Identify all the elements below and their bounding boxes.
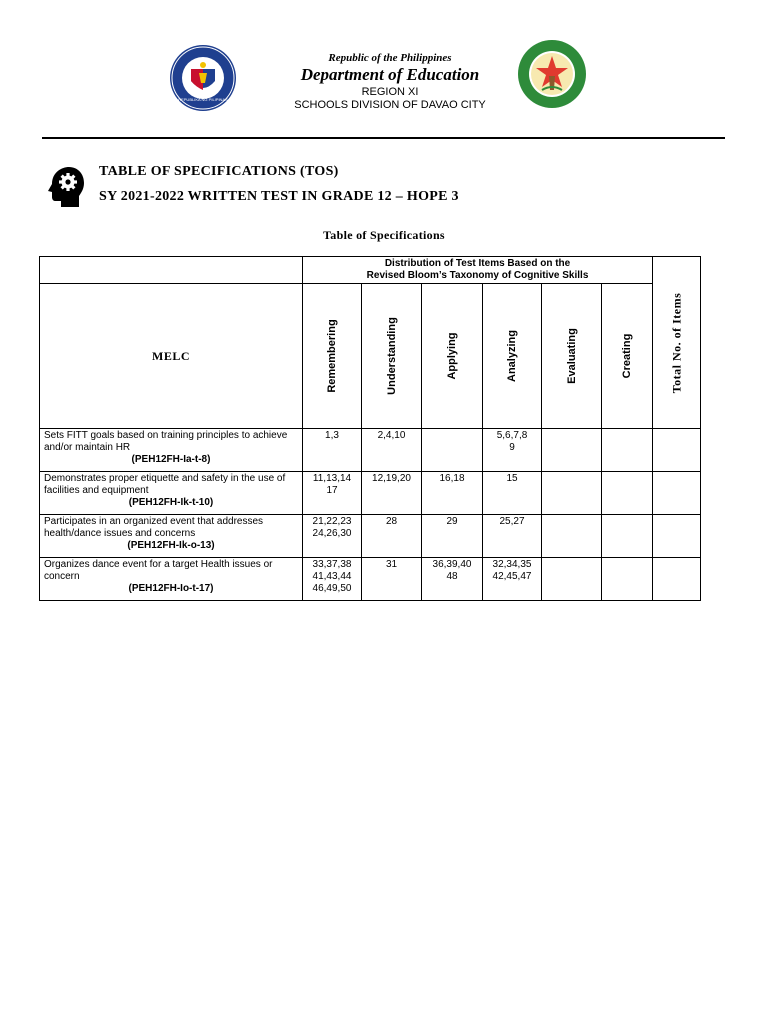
melc-text: Sets FITT goals based on training principles to achieve and/or maintain HR [44,430,288,453]
melc-cell [40,472,303,515]
understanding-items: 12,19,20 [362,472,422,515]
blank-header-cell [40,257,303,284]
melc-code: (PEH12FH-Io-t-17) [128,583,214,594]
applying-items: 29 [422,515,483,558]
skill-header-analyzing: Analyzing [483,284,542,429]
melc-cell [40,429,303,472]
melc-code: (PEH12FH-Ik-t-10) [128,497,214,508]
tos-subtitle: SY 2021-2022 WRITTEN TEST IN GRADE 12 – HOPE 3 [99,189,459,204]
evaluating-items [542,515,602,558]
deped-seal-logo [168,43,238,113]
skill-header-creating: Creating [602,284,653,429]
total-items [653,429,701,472]
applying-items: 36,39,40 48 [422,558,483,601]
remembering-items: 1,3 [303,429,362,472]
region-text: REGION XI [361,86,419,98]
evaluating-items [542,472,602,515]
melc-text: Demonstrates proper etiquette and safety in the use of facilities and equipment [44,473,286,496]
tos-title: TABLE OF SPECIFICATIONS (TOS) [99,164,339,179]
remembering-items: 33,37,38 41,43,44 46,49,50 [303,558,362,601]
table-row [40,515,701,558]
remembering-items: 21,22,23 24,26,30 [303,515,362,558]
table-caption: Table of Specifications [323,228,445,242]
skill-header-applying: Applying [422,284,483,429]
understanding-items: 28 [362,515,422,558]
melc-text: Organizes dance event for a target Health issues or concern [44,559,273,582]
applying-items: 16,18 [422,472,483,515]
distribution-line-1: Distribution of Test Items Based on the [384,258,571,269]
header-divider [42,137,725,139]
remembering-items: 11,13,14 17 [303,472,362,515]
analyzing-items: 32,34,35 42,45,47 [483,558,542,601]
analyzing-items: 15 [483,472,542,515]
distribution-header [303,257,653,284]
skill-header-remembering: Remembering [303,284,362,429]
melc-code: (PEH12FH-Ik-o-13) [127,540,215,551]
svg-text:REPUBLIKA NG PILIPINAS: REPUBLIKA NG PILIPINAS [178,97,228,102]
melc-code: (PEH12FH-Ia-t-8) [131,454,211,465]
table-row [40,429,701,472]
total-items [653,558,701,601]
evaluating-items [542,429,602,472]
evaluating-items [542,558,602,601]
table-row [40,558,701,601]
analyzing-items: 5,6,7,8 9 [483,429,542,472]
creating-items [602,429,653,472]
table-row [40,472,701,515]
understanding-items: 2,4,10 [362,429,422,472]
melc-header: MELC [40,284,303,429]
creating-items [602,558,653,601]
creating-items [602,472,653,515]
skill-header-understanding: Understanding [362,284,422,429]
applying-items [422,429,483,472]
department-name: Department of Education [300,65,480,84]
total-items [653,472,701,515]
distribution-line-2: Revised Bloom’s Taxonomy of Cognitive Skills [366,270,589,281]
total-items [653,515,701,558]
skill-header-evaluating: Evaluating [542,284,602,429]
understanding-items: 31 [362,558,422,601]
creating-items [602,515,653,558]
melc-cell [40,515,303,558]
division-text: SCHOOLS DIVISION OF DAVAO CITY [294,99,486,111]
analyzing-items: 25,27 [483,515,542,558]
head-gear-icon [47,166,85,208]
melc-cell [40,558,303,601]
specification-table [39,256,701,601]
melc-text: Participates in an organized event that addresses health/dance issues and concerns [44,516,264,539]
total-items-header: Total No. of Items [653,257,701,429]
republic-text: Republic of the Philippines [328,52,452,64]
